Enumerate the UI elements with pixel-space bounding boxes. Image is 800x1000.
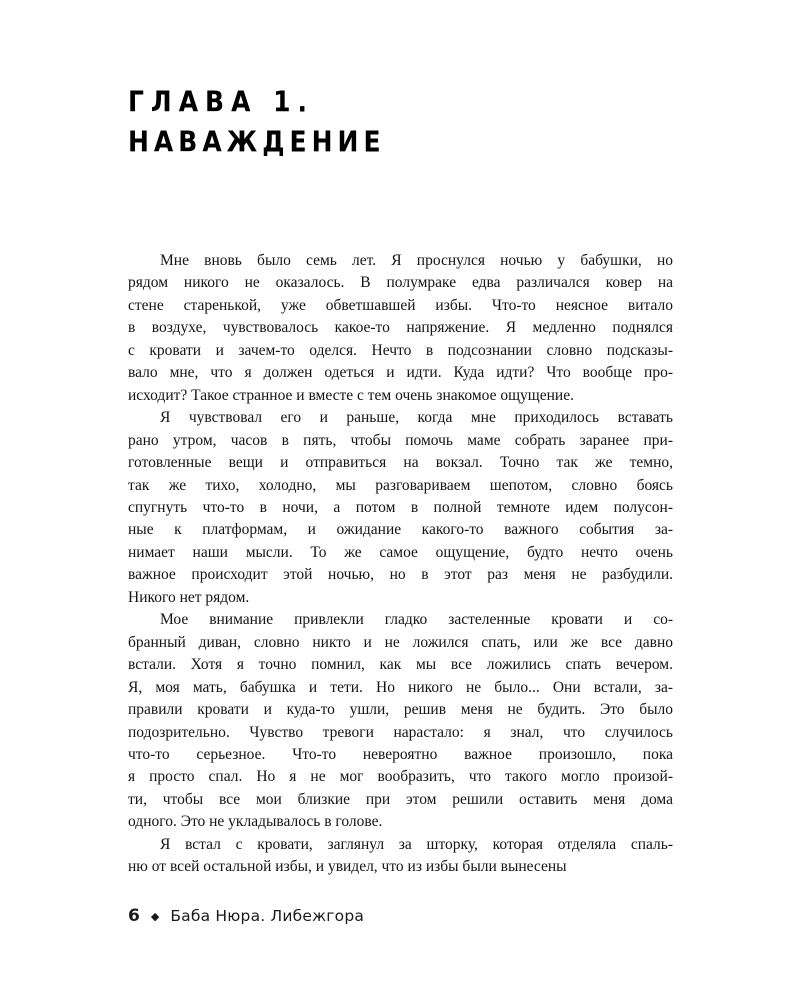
text-line: Никого нет рядом. (128, 588, 250, 606)
text-line: Я встал с кровати, заглянул за шторку, которая отделяла спаль- (160, 835, 673, 853)
text-line: Я чувствовал его и раньше, когда мне приходилось вставать (160, 409, 673, 427)
chapter-title: НАВАЖДЕНИЕ (128, 124, 386, 158)
diamond-icon: ◆ (150, 909, 160, 923)
text-line: Мне вновь было семь лет. Я проснулся ночью у бабушки, но (160, 252, 673, 269)
text-line: бранный диван, словно никто и не ложился спать, или же все давно (128, 633, 673, 651)
book-title: Баба Нюра. Либежгора (170, 907, 365, 925)
text-line: ные к платформам, и ожидание какого-то важного события за- (128, 521, 673, 539)
text-line: встали. Хотя я точно помнил, как мы все ложились спать вечером. (128, 656, 673, 674)
text-line: так же тихо, холодно, мы разговариваем шепотом, словно боясь (128, 476, 673, 494)
paragraph (128, 834, 673, 879)
text-line: ню от всей остальной избы, и увидел, что из избы были вынесены (128, 858, 567, 876)
text-line: готовленные вещи и отправиться на вокзал. Точно так же темно, (128, 454, 673, 472)
page-footer (128, 906, 364, 926)
text-line: с кровати и зачем-то оделся. Нечто в подсознании словно подсказы- (128, 341, 673, 359)
chapter-heading (128, 84, 386, 158)
text-line: в воздухе, чувствовалось какое-то напряжение. Я медленно поднялся (128, 319, 673, 337)
body-text (128, 250, 673, 879)
text-line: ти, чтобы все мои близкие при этом решили оставить меня дома (128, 790, 673, 808)
text-line: спугнуть что-то в ночи, а потом в полной темноте идем полусон- (128, 498, 673, 516)
paragraph (128, 407, 673, 609)
text-line: вало мне, что я должен одеться и идти. Куда идти? Что вообще про- (128, 364, 673, 382)
text-line: одного. Это не укладывалось в голове. (128, 813, 383, 831)
text-line: важное происходит этой ночью, но в этот раз меня не разбудили. (128, 566, 673, 584)
text-line: правили кровати и куда-то ушли, решив меня не будить. Это было (128, 701, 673, 719)
text-line: исходит? Такое странное и вместе с тем очень знакомое ощущение. (128, 386, 574, 404)
text-line: стене старенькой, уже обветшавшей избы. Что-то неясное витало (128, 296, 673, 314)
text-line: что-то серьезное. Что-то невероятно важное произошло, пока (128, 745, 673, 763)
text-line: Мое внимание привлекли гладко застеленные кровати и со- (160, 611, 673, 629)
chapter-number: ГЛАВА 1. (128, 84, 315, 119)
text-line: я просто спал. Но я не мог вообразить, что такого могло произой- (128, 768, 673, 786)
page-number: 6 (128, 906, 140, 926)
text-line: рядом никого не оказалось. В полумраке едва различался ковер на (128, 274, 673, 292)
paragraph (128, 609, 673, 834)
text-line: подозрительно. Чувство тревоги нарастало: я знал, что случилось (128, 723, 673, 741)
paragraph (128, 250, 673, 407)
text-line: нимает наши мысли. То же самое ощущение, будто нечто очень (128, 543, 673, 561)
text-line: Я, моя мать, бабушка и тети. Но никого не было... Они встали, за- (128, 678, 673, 696)
text-line: рано утром, часов в пять, чтобы помочь маме собрать заранее при- (128, 431, 673, 449)
